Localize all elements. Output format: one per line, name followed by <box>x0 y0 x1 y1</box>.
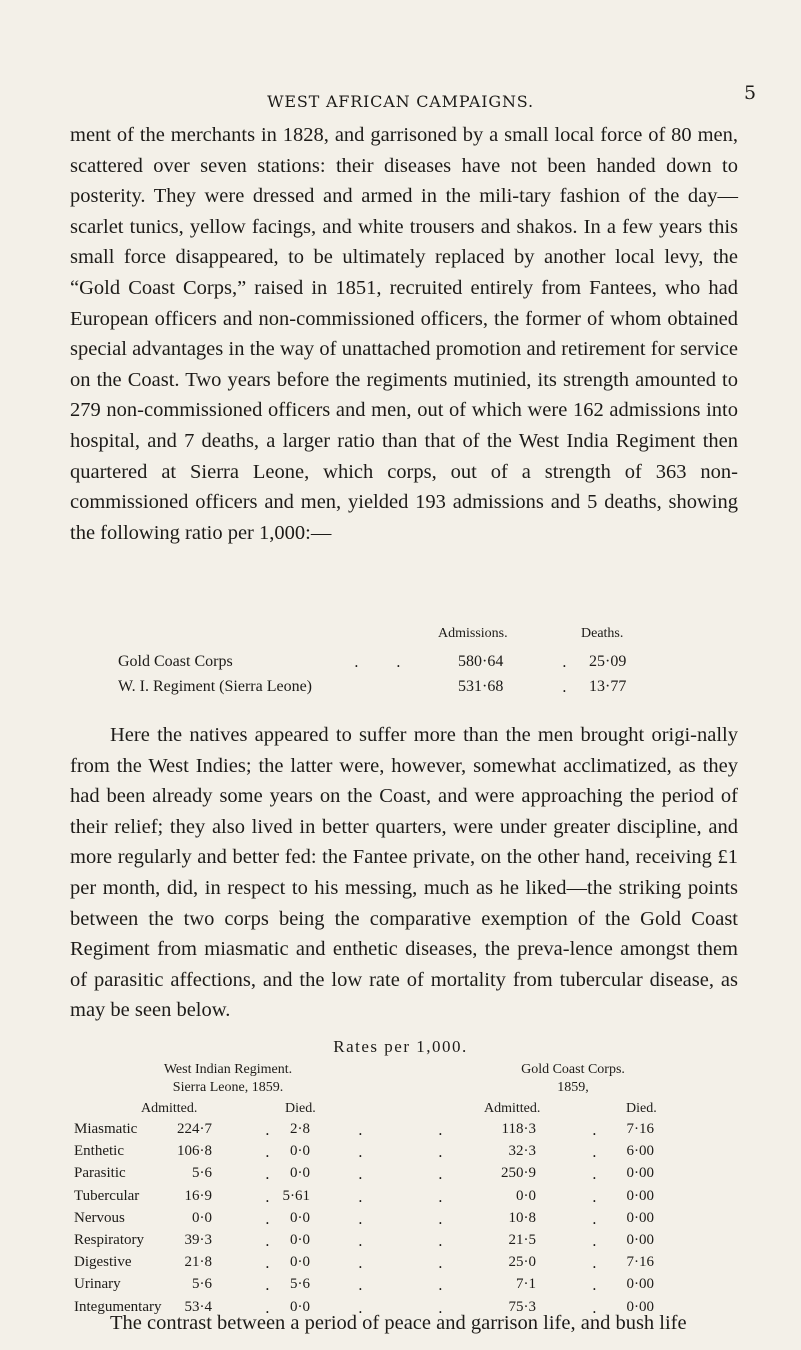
gc-died-cell: 7·16 <box>626 1254 654 1270</box>
wi-died-cell: 0·0 <box>290 1299 310 1315</box>
gc-admitted-cell: 25·0 <box>508 1254 536 1270</box>
wi-admitted-cell: 21·8 <box>184 1254 212 1270</box>
wi-died-cell: 0·0 <box>290 1143 310 1159</box>
gc-died-cell: 0·00 <box>626 1232 654 1248</box>
gc-died-cell: 0·00 <box>626 1165 654 1181</box>
ratio-row-label: Gold Coast Corps <box>118 653 233 670</box>
rates-table-title: Rates per 1,000. <box>333 1037 468 1056</box>
rates-row-label: Parasitic <box>74 1165 126 1181</box>
paragraph-3: The contrast between a period of peace and garrison life, and bush life <box>110 1312 687 1334</box>
wi-died-cell: 2·8 <box>290 1121 310 1137</box>
gc-admitted-cell: 32·3 <box>508 1143 536 1159</box>
wi-died-cell: 0·0 <box>290 1232 310 1248</box>
gc-col-admitted: Admitted. <box>484 1101 541 1116</box>
running-title: WEST AFRICAN CAMPAIGNS. <box>267 92 534 111</box>
ratio-row-deaths: 13·77 <box>589 678 627 695</box>
rates-row-label: Nervous <box>74 1210 125 1226</box>
rates-row-label: Integumentary <box>74 1299 162 1315</box>
wi-died-cell: 0·0 <box>290 1165 310 1181</box>
gc-admitted-cell: 7·1 <box>516 1276 536 1292</box>
gc-admitted-cell: 250·9 <box>501 1165 536 1181</box>
gc-admitted-cell: 0·0 <box>516 1188 536 1204</box>
wi-admitted-cell: 53·4 <box>184 1299 212 1315</box>
wi-died-cell: 5·61 <box>282 1188 310 1204</box>
gc-admitted-cell: 10·8 <box>508 1210 536 1226</box>
page-number: 5 <box>744 82 757 104</box>
wi-died-cell: 0·0 <box>290 1254 310 1270</box>
ratio-row-deaths: 25·09 <box>589 653 627 670</box>
book-page: WEST AFRICAN CAMPAIGNS. 5 ment of the merchants in 1828, and garrisoned by a small local force of 80 men, scattered over seven stations: their diseases have not been handed down to posterity. They were dressed and armed in the mili-tary fashion of the day—scarlet tunics, yellow facings, and white trousers and shakos. In a few years this small force disappeared, to be ultimately replaced by another local levy, the “Gold Coast Corps,” raised in 1851, recruited entirely from Fantees, who had European officers and non-commissioned officers, the former of whom obtained special advantages in the way of unattached promotion and retirement for service on the Coast. Two years before the regiments mutinied, its strength amounted to 279 non-commissioned officers and men, out of which were 162 admissions into hospital, and 7 deaths, a larger ratio than that of the West India Regiment then quartered at Sierra Leone, which corps, out of a strength of 363 non-commissioned officers and men, yielded 193 admissions and 5 deaths, showing the following ratio per 1,000:— Admissions. Deaths. Gold Coast Corps . . 580·64 . 25·09 W. I. Regiment (Sierra Leone) 531·68 . 13·77 Here the natives appeared to suffer more than the men brought origi-nally from the West Indies; the latter were, however, somewhat acclimatized, as they had been already some years on the Coast, and were approaching the period of their relief; they also lived in better quarters, were under greater discipline, and more regularly and better fed: the Fantee private, on the other hand, receiving £1 per month, did, in respect to his messing, much as he liked—the striking points between the two corps being the comparative exemption of the Gold Coast Regiment from miasmatic and enthetic diseases, the preva-lence amongst them of parasitic affections, and the low rate of mortality from tubercular disease, as may be seen below. Rates per 1,000. West Indian Regiment. Sierra Leone, 1859. Gold Coast Corps. 1859, Admitted. Died. Admitted. Died. Miasmatic 224·7 . 2·8 . . 118·3 . 7·16 Enthetic 106·8 . 0·0 . . 32·3 . 6·00 Parasitic 5·6 . 0·0 . . 250·9 . 0·00 Tubercular 16·9 . 5·61 . . 0·0 . 0·00 Nervous 0·0 . 0·0 . . 10·8 . 0·00 Respiratory 39·3 . 0·0 . . 21·5 . 0·00 Digestive 21·8 . 0·0 . . 25·0 . 7·16 Urinary 5·6 . 5·6 . . 7·1 . 0·00 Integumentary 53·4 . 0·0 . . 75·3 . 0·00 The contrast between a period of peace and garrison life, and bush life <box>0 0 801 1350</box>
wi-died-cell: 5·6 <box>290 1276 310 1292</box>
wi-admitted-cell: 16·9 <box>184 1188 212 1204</box>
gc-died-cell: 0·00 <box>626 1299 654 1315</box>
wi-admitted-cell: 0·0 <box>192 1210 212 1226</box>
gc-died-cell: 7·16 <box>626 1121 654 1137</box>
ratio-col-deaths: Deaths. <box>581 626 624 641</box>
rates-row-label: Respiratory <box>74 1232 144 1248</box>
ratio-row-label: W. I. Regiment (Sierra Leone) <box>118 678 313 695</box>
wi-col-admitted: Admitted. <box>141 1101 198 1116</box>
rates-row-label: Miasmatic <box>74 1121 138 1137</box>
wi-header-1: West Indian Regiment. <box>163 1062 293 1077</box>
wi-admitted-cell: 5·6 <box>192 1165 212 1181</box>
gc-admitted-cell: 21·5 <box>508 1232 536 1248</box>
wi-admitted-cell: 5·6 <box>192 1276 212 1292</box>
ratio-row-admissions: 531·68 <box>458 678 504 695</box>
gc-admitted-cell: 75·3 <box>508 1299 536 1315</box>
wi-admitted-cell: 224·7 <box>177 1121 212 1137</box>
wi-admitted-cell: 106·8 <box>177 1143 212 1159</box>
gc-admitted-cell: 118·3 <box>501 1121 536 1137</box>
gc-header-1: Gold Coast Corps. <box>521 1062 625 1077</box>
paragraph-1: ment of the merchants in 1828, and garrisoned by a small local force of 80 men, scattered over seven stations: their diseases have not been handed down to posterity. They were dressed and armed in the mili-tary fashion of the day—scarlet tunics, yellow facings, and white trousers and shakos. In a few years this small force disappeared, to be ultimately replaced by another local levy, the “Gold Coast Corps,” raised in 1851, recruited entirely from Fantees, who had European officers and non-commissioned officers, the former of whom obtained special advantages in the way of unattached promotion and retirement for service on the Coast. Two years before the regiments mutinied, its strength amounted to 279 non-commissioned officers and men, out of which were 162 admissions into hospital, and 7 deaths, a larger ratio than that of the West India Regiment then quartered at Sierra Leone, which corps, out of a strength of 363 non-commissioned officers and men, yielded 193 admissions and 5 deaths, showing the following ratio per 1,000:— <box>70 124 738 544</box>
gc-died-cell: 6·00 <box>626 1143 654 1159</box>
gc-died-cell: 0·00 <box>626 1210 654 1226</box>
paragraph-2: Here the natives appeared to suffer more than the men brought origi-nally from the West Indies; the latter were, however, somewhat acclimatized, as they had been already some years on the Coast, and were approaching the period of their relief; they also lived in better quarters, were under greater discipline, and more regularly and better fed: the Fantee private, on the other hand, receiving £1 per month, did, in respect to his messing, much as he liked—the striking points between the two corps being the comparative exemption of the Gold Coast Regiment from miasmatic and enthetic diseases, the preva-lence amongst them of parasitic affections, and the low rate of mortality from tubercular disease, as may be seen below. <box>70 724 738 1022</box>
gc-died-cell: 0·00 <box>626 1276 654 1292</box>
gc-died-cell: 0·00 <box>626 1188 654 1204</box>
rates-row-label: Enthetic <box>74 1143 124 1159</box>
wi-header-2: Sierra Leone, 1859. <box>172 1080 284 1095</box>
ratio-col-admissions: Admissions. <box>438 626 508 641</box>
wi-col-died: Died. <box>285 1101 316 1116</box>
gc-col-died: Died. <box>626 1101 657 1116</box>
wi-died-cell: 0·0 <box>290 1210 310 1226</box>
rates-row-label: Tubercular <box>74 1188 140 1204</box>
wi-admitted-cell: 39·3 <box>184 1232 212 1248</box>
gc-header-2: 1859, <box>557 1080 589 1095</box>
ratio-row-admissions: 580·64 <box>458 653 504 670</box>
rates-row-label: Urinary <box>74 1276 121 1292</box>
rates-row-label: Digestive <box>74 1254 132 1270</box>
